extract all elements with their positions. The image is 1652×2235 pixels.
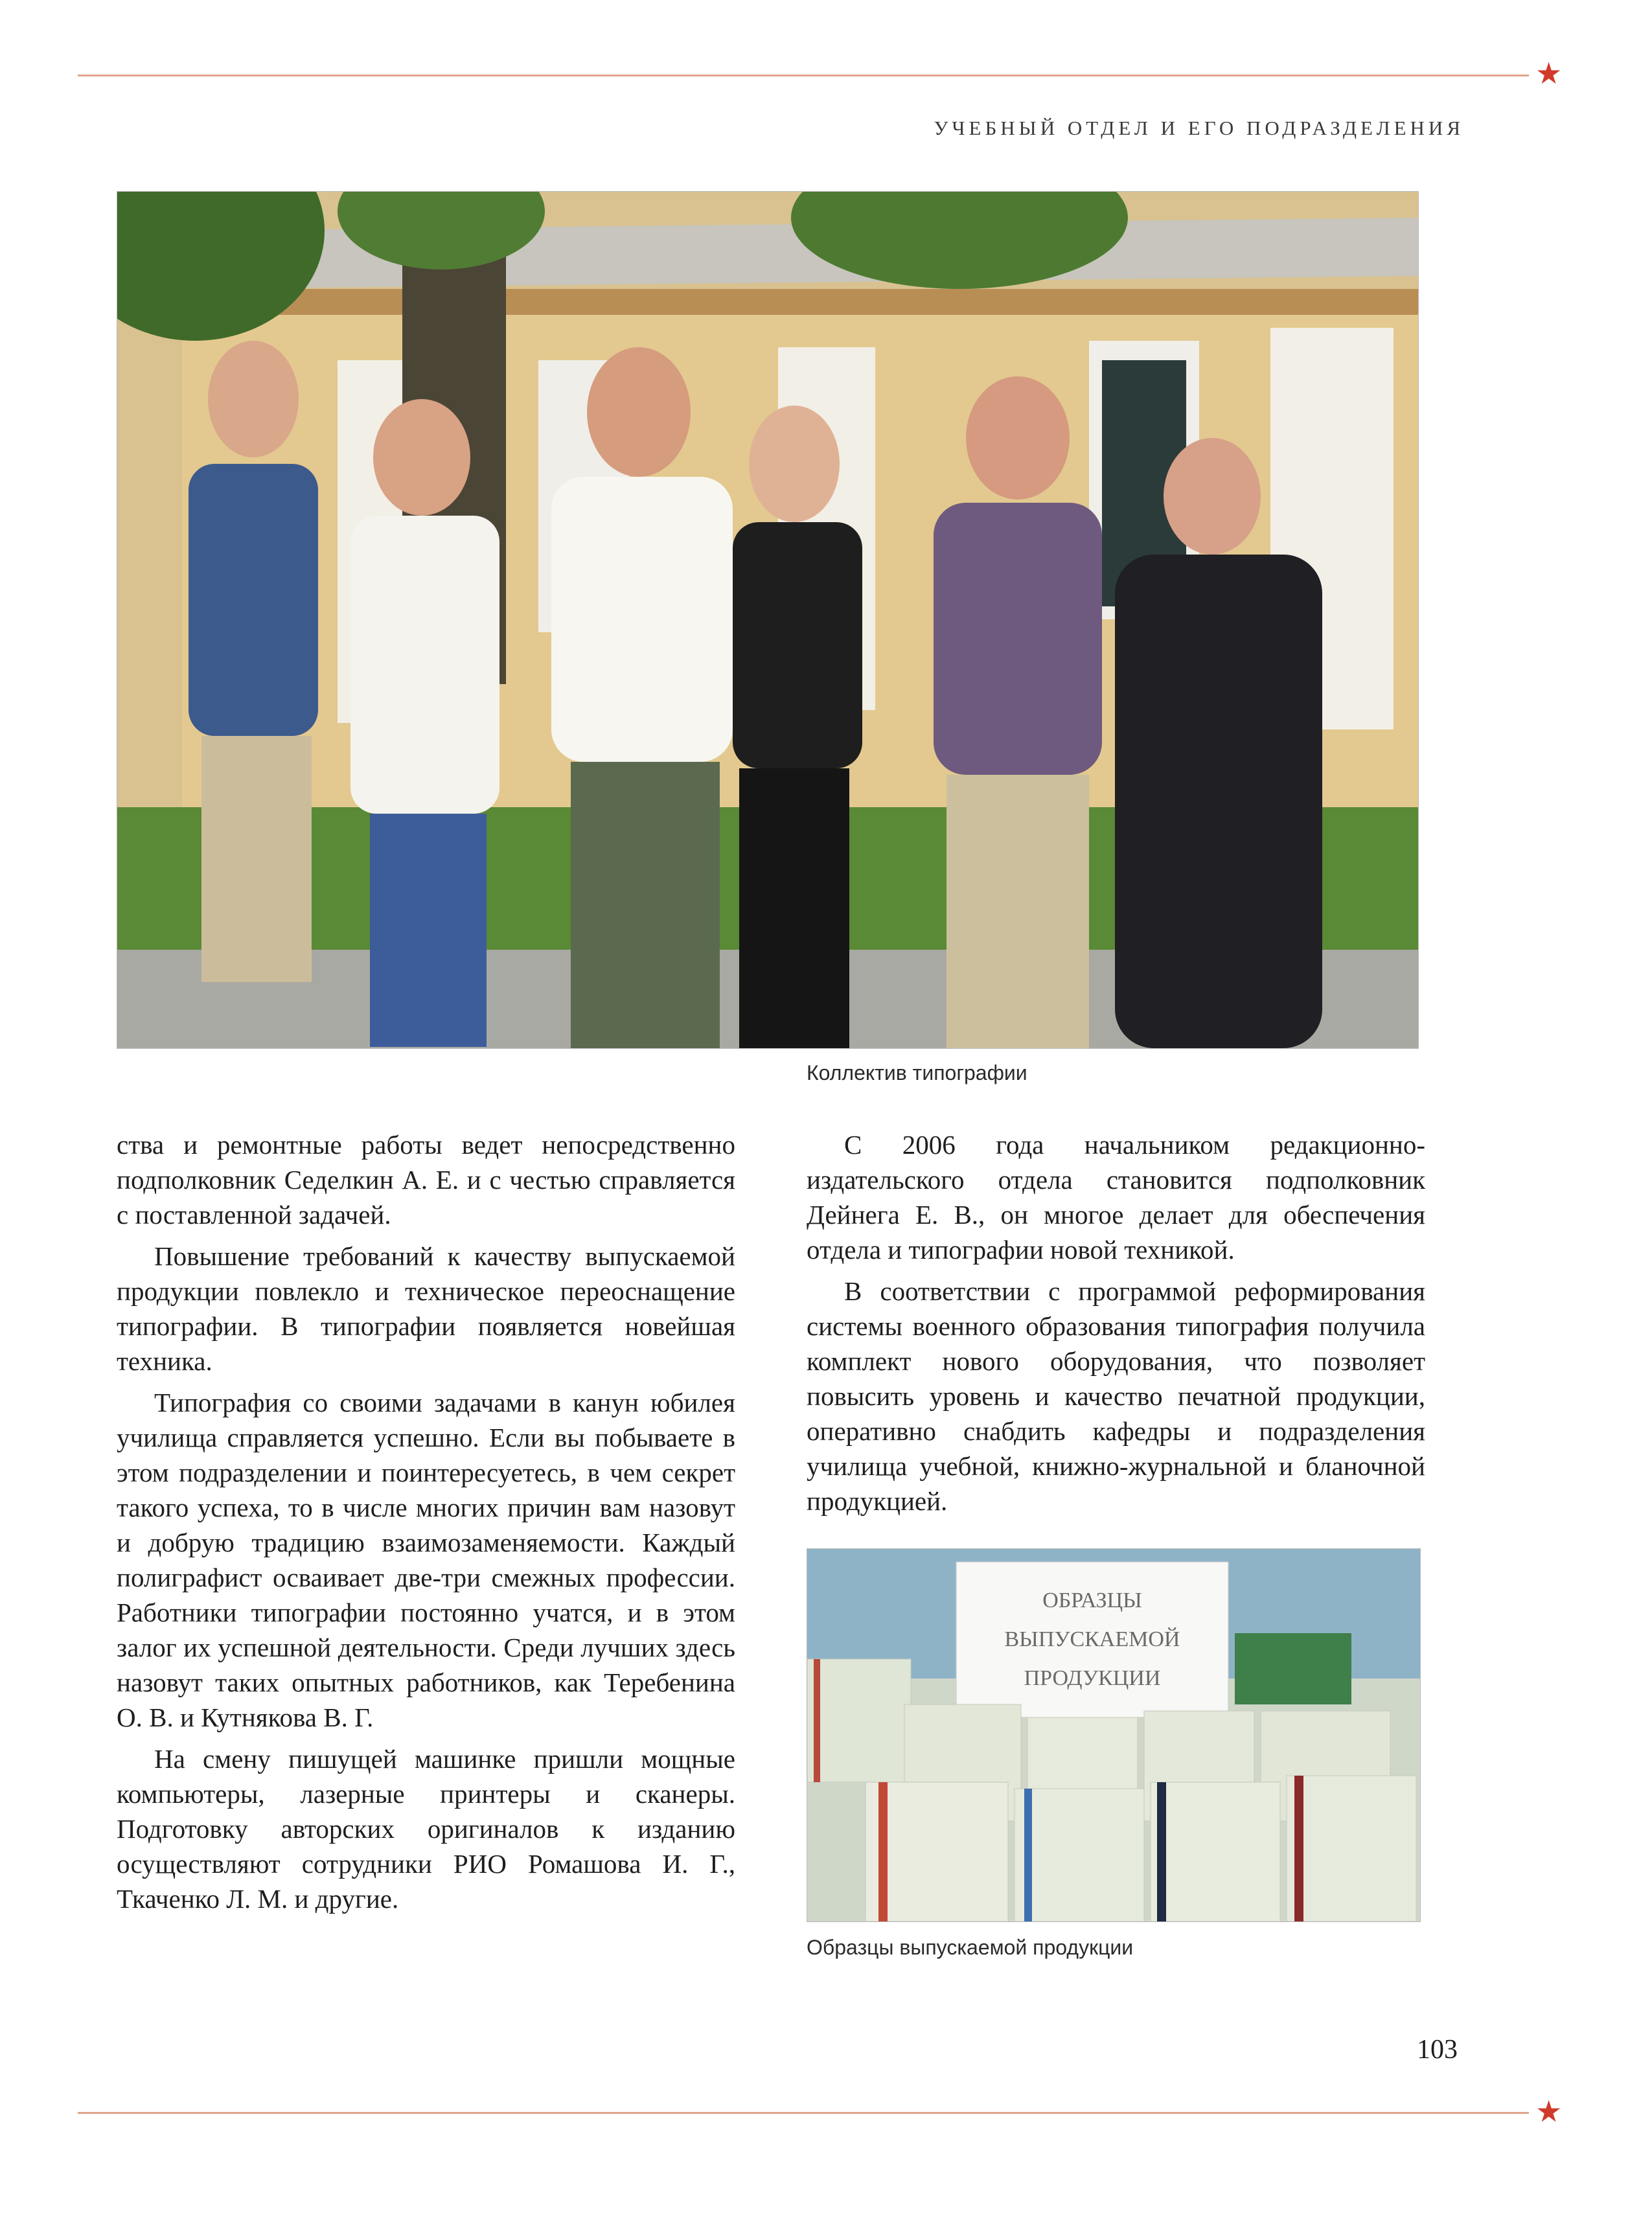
team-photo-illustration (117, 192, 1418, 1048)
left-paragraph-2: Повышение требований к качеству выпускаемой продукции повлекло и техническое переоснащение типографии. В типографии появляется новейшая техника. (117, 1241, 735, 1376)
page-number: 103 (1417, 2035, 1458, 2065)
products-photo (807, 1548, 1421, 1922)
left-paragraph-3: Типография со своими задачами в канун юбилея училища справляется успешно. Если вы побываете в этом подразделении и поинтересуетесь, в чем секрет такого успеха, то в числе многих причин вам назовут и добрую традицию взаимозаменяемости. Каждый полиграфист осваивает две-три смежных профессии. Работники типографии постоянно учатся, и в этом залог их успешной деятельности. Среди лучших здесь назовут таких опытных работников, как Теребенина О. В. и Кутнякова В. Г. (117, 1388, 735, 1732)
star-icon: ★ (1535, 56, 1563, 91)
top-rule (78, 74, 1529, 76)
sign-line-1: ОБРАЗЦЫ (1042, 1588, 1142, 1612)
right-paragraph-1: С 2006 года начальником редакционно-издательского отдела становится подполковник Дейнега Е. В., он многое делает для обеспечения отдела и типографии новой техникой. (807, 1130, 1425, 1265)
left-paragraph-4: На смену пишущей машинке пришли мощные компьютеры, лазерные принтеры и сканеры. Подготовку авторских оригиналов к изданию осуществляют сотрудники РИО Ромашова И. Г., Ткаченко Л. М. и другие. (117, 1744, 735, 1914)
bottom-rule (78, 2112, 1529, 2114)
team-photo (117, 191, 1419, 1049)
left-text-column (117, 1127, 735, 1923)
star-icon: ★ (1535, 2094, 1563, 2129)
right-text-column (807, 1127, 1425, 1525)
left-paragraph-1: ства и ремонтные работы ведет непосредственно подполковник Седелкин А. Е. и с честью справляется с поставленной задачей. (117, 1130, 735, 1230)
sign-line-3: ПРОДУКЦИИ (1024, 1666, 1161, 1690)
sign-line-2: ВЫПУСКАЕМОЙ (1004, 1627, 1180, 1651)
right-paragraph-2: В соответствии с программой реформирования системы военного образования типография получила комплект нового оборудования, что позволяет повысить уровень и качество печатной продукции, оперативно снабдить кафедры и подразделения училища учебной, книжно-журнальной и бланочной продукцией. (807, 1276, 1425, 1516)
team-photo-caption: Коллектив типографии (807, 1061, 1027, 1084)
running-title: УЧЕБНЫЙ ОТДЕЛ И ЕГО ПОДРАЗДЕЛЕНИЯ (934, 117, 1464, 139)
products-photo-caption: Образцы выпускаемой продукции (807, 1936, 1134, 1959)
products-photo-illustration (807, 1549, 1420, 1921)
